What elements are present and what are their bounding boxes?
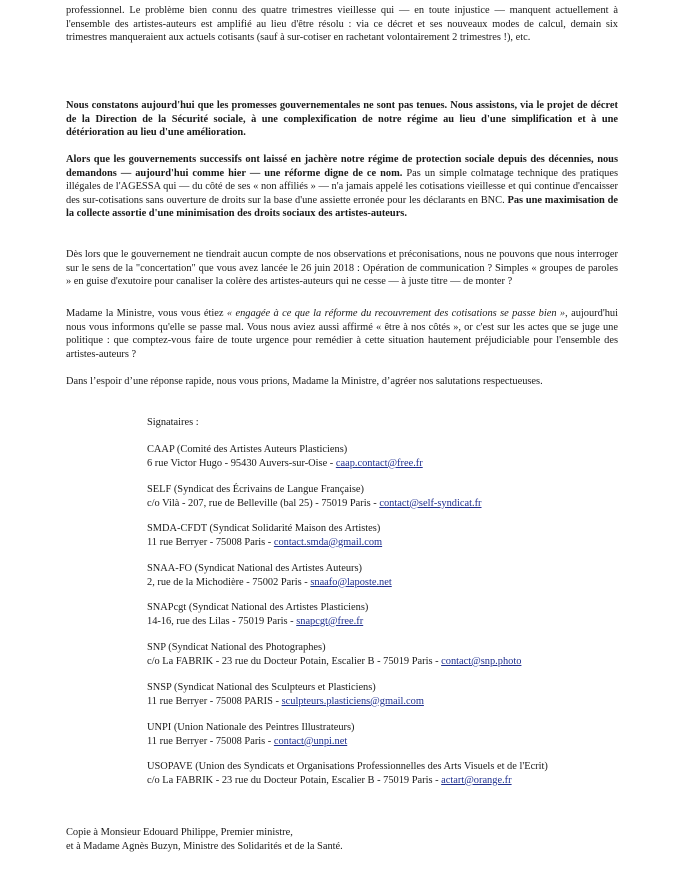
signatory-address: 11 rue Berryer - 75008 PARIS - — [147, 695, 282, 707]
signatory-address-line — [147, 536, 627, 550]
signatory-email-link[interactable]: contact@self-syndicat.fr — [379, 497, 482, 509]
jachere-bold-2: Pas une maximisation de la collecte assortie d'une minimisation des droits sociaux des artistes-auteurs. — [66, 194, 618, 220]
signatory-email-link[interactable]: caap.contact@free.fr — [335, 457, 423, 469]
signatory-name: SNAPcgt (Syndicat National des Artistes Plasticiens) — [147, 602, 369, 613]
signatory-address: 2, rue de la Michodière - 75002 Paris - — [147, 576, 311, 588]
signatory-name: SNSP (Syndicat National des Sculpteurs et Plasticiens) — [147, 682, 376, 693]
concertation-paragraph: Dès lors que le gouvernement ne tiendrait aucun compte de nos observations et préconisations, nous ne pouvons que nous interroger sur le sens de la "concertation" que vous avez lancée le 26 juin 2018 : Opération de communication ? Simples « groupes de paroles » en guise d'exutoire pour canaliser la colère des artistes-auteurs qui ne cesse — à juste titre — de monter ? — [66, 249, 618, 288]
intro-paragraph: professionnel. Le problème bien connu des quatre trimestres vieillesse qui — en toute injustice — manquent actuellement à l'ensemble des artistes-auteurs est amplifié au lieu d'être résolu : via ce décret et ses nouveaux modes de calcul, demain six trimestres manqueraient aux actuels cotisants (sauf à sur-cotiser en rachetant volontairement 2 trimestres !), etc. — [66, 5, 618, 44]
signatory-caap — [147, 443, 627, 470]
signatory-address-line — [147, 457, 627, 471]
signatory-name: CAAP (Comité des Artistes Auteurs Plasticiens) — [147, 444, 348, 455]
signatory-email-link[interactable]: sculpteurs.plasticiens@gmail.com — [281, 695, 424, 707]
signatory-name: USOPAVE (Union des Syndicats et Organisations Professionnelles des Arts Visuels et de l'Ecrit) — [147, 761, 548, 772]
signatory-address-line — [147, 497, 627, 511]
ministre-text-b: , aujourd'hui nous vous informons qu'elle se passe mal. Vous nous aviez aussi affirmé « être à nos côtés », or c'est sur les actes que se juge une politique : que comptez-vous faire de toute urgence pour remédier à cette situation hautement préjudiciable pour l'ensemble des artistes-auteurs ? — [66, 308, 618, 360]
signatory-address-line — [147, 735, 627, 749]
signatory-usopave — [147, 760, 627, 787]
signatory-name: SELF (Syndicat des Écrivains de Langue Française) — [147, 484, 364, 495]
ministre-quote: « engagée à ce que la réforme du recouvrement des cotisations se passe bien » — [226, 308, 566, 319]
jachere-normal: Pas un simple colmatage technique des pratiques illégales de l'AGESSA qui — du côté de ses « non affiliés » — n'a jamais appelé les cotisations vieillesse et qui continue d'encaisser des sur-cotisations sans ouverture de droits sur la base d'une assiette erronée pour les déclarants en BNC. — [66, 167, 618, 206]
signatory-email-link[interactable]: contact@unpi.net — [273, 735, 348, 747]
signatory-name: SNP (Syndicat National des Photographes) — [147, 642, 326, 653]
copy-line-2: et à Madame Agnès Buzyn, Ministre des Solidarités et de la Santé. — [66, 841, 343, 853]
signatory-address-line — [147, 695, 627, 709]
signatory-address-line — [147, 774, 627, 788]
signatory-email-link[interactable]: snaafo@laposte.net — [310, 576, 392, 588]
signatory-name: SNAA-FO (Syndicat National des Artistes Auteurs) — [147, 563, 363, 574]
ministre-text-a: Madame la Ministre, vous vous étiez — [66, 308, 227, 319]
signatory-address-line — [147, 576, 627, 590]
signataires-label: Signataires : — [147, 417, 199, 428]
signatory-smda-cfdt — [147, 522, 627, 549]
signatory-snp — [147, 641, 627, 668]
signatory-address-line — [147, 655, 627, 669]
signatory-email-link[interactable]: contact.smda@gmail.com — [273, 536, 383, 548]
ministre-paragraph — [66, 307, 618, 361]
signatory-address: c/o Vilà - 207, rue de Belleville (bal 25) - 75019 Paris - — [147, 497, 380, 509]
signatory-address: 6 rue Victor Hugo - 95430 Auvers-sur-Oise - — [147, 457, 336, 469]
signatory-email-link[interactable]: snapcgt@free.fr — [296, 615, 364, 627]
signatory-name: SMDA-CFDT (Syndicat Solidarité Maison des Artistes) — [147, 523, 381, 534]
constat-paragraph: Nous constatons aujourd'hui que les promesses gouvernementales ne sont pas tenues. Nous assistons, via le projet de décret de la Direction de la Sécurité sociale, à une complexification de notre régime au lieu d'une simplification et à une détérioration au lieu d'une amélioration. — [66, 100, 618, 139]
jachere-paragraph — [66, 153, 618, 221]
signatory-email-link[interactable]: contact@snp.photo — [441, 655, 522, 667]
signatory-address: 11 rue Berryer - 75008 Paris - — [147, 735, 274, 747]
signatory-snaa-fo — [147, 562, 627, 589]
signatory-address: c/o La FABRIK - 23 rue du Docteur Potain, Escalier B - 75019 Paris - — [147, 774, 442, 786]
jachere-bold-1: Alors que les gouvernements successifs ont laissé en jachère notre régime de protection sociale depuis des décennies, nous demandons — aujourd'hui comme hier — une réforme digne de ce nom. — [66, 154, 618, 179]
signatory-snapcgt — [147, 601, 627, 628]
signatory-email-link[interactable]: actart@orange.fr — [441, 774, 512, 786]
signatory-address: 14-16, rue des Lilas - 75019 Paris - — [147, 615, 297, 627]
copy-notice — [66, 826, 343, 855]
signatory-self — [147, 483, 627, 510]
signatory-unpi — [147, 721, 627, 748]
signatory-address-line — [147, 615, 627, 629]
signatory-address: c/o La FABRIK - 23 rue du Docteur Potain, Escalier B - 75019 Paris - — [147, 655, 442, 667]
copy-line-1: Copie à Monsieur Edouard Philippe, Premier ministre, — [66, 827, 293, 838]
signatory-name: UNPI (Union Nationale des Peintres Illustrateurs) — [147, 722, 355, 733]
signatory-address: 11 rue Berryer - 75008 Paris - — [147, 536, 274, 548]
signatory-snsp — [147, 681, 627, 708]
espoir-paragraph: Dans l’espoir d’une réponse rapide, nous vous prions, Madame la Ministre, d’agréer nos salutations respectueuses. — [66, 376, 543, 387]
